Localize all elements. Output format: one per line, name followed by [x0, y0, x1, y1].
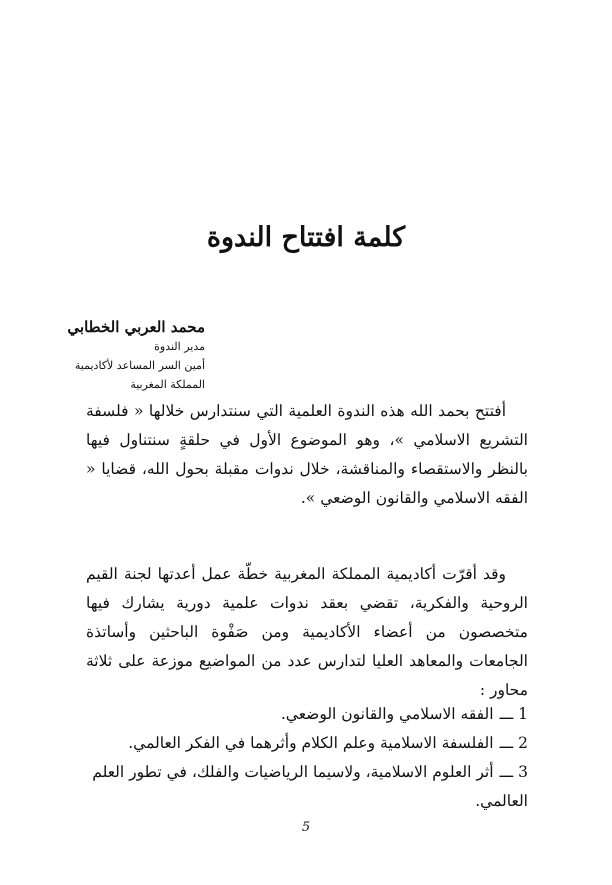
axis-number: 3 ـــ — [499, 763, 528, 781]
author-role: مدير الندوة — [154, 340, 205, 353]
author-name: محمد العربي الخطابي — [67, 318, 205, 336]
page-title: كلمة افتتاح الندوة — [206, 222, 406, 253]
axes-list — [86, 700, 528, 816]
author-position: أمين السر المساعد لأكاديمية — [74, 359, 205, 372]
axis-text: أثر العلوم الاسلامية، ولاسيما الرياضيات والفلك، في تطور العلم العالمي. — [92, 763, 528, 810]
page-number: 5 — [301, 820, 311, 835]
list-item — [86, 700, 528, 729]
list-item — [86, 729, 528, 758]
paragraph-plan: وقد أقرّت أكاديمية المملكة المغربية خطّة عمل أعدتها لجنة القيم الروحية والفكرية، تقضي بعقد ندوات علمية دورية يشارك فيها متخصصون من أعضاء الأكاديمية ومن صَفْوة الباحثين وأساتذة الجامعات والمعاهد العليا لتدارس عدد من المواضيع موزعة على ثلاثة محاور : — [86, 565, 528, 699]
axis-number: 1 ـــ — [499, 705, 528, 723]
axis-number: 2 ـــ — [499, 734, 528, 752]
axis-text: الفقه الاسلامي والقانون الوضعي. — [280, 705, 494, 723]
list-item — [86, 758, 528, 816]
paragraph-opening: أفتتح بحمد الله هذه الندوة العلمية التي سنتدارس خلالها « فلسفة التشريع الاسلامي »، وهو الموضوع الأول في حلقةٍ سنتناول فيها بالنظر والاستقصاء والمناقشة، خلال ندوات مقبلة بحول الله، قضايا « الفقه الاسلامي والقانون الوضعي ». — [86, 402, 528, 507]
author-block — [5, 318, 205, 397]
author-institution: المملكة المغربية — [130, 378, 205, 391]
axis-text: الفلسفة الاسلامية وعلم الكلام وأثرهما في الفكر العالمي. — [128, 734, 494, 752]
